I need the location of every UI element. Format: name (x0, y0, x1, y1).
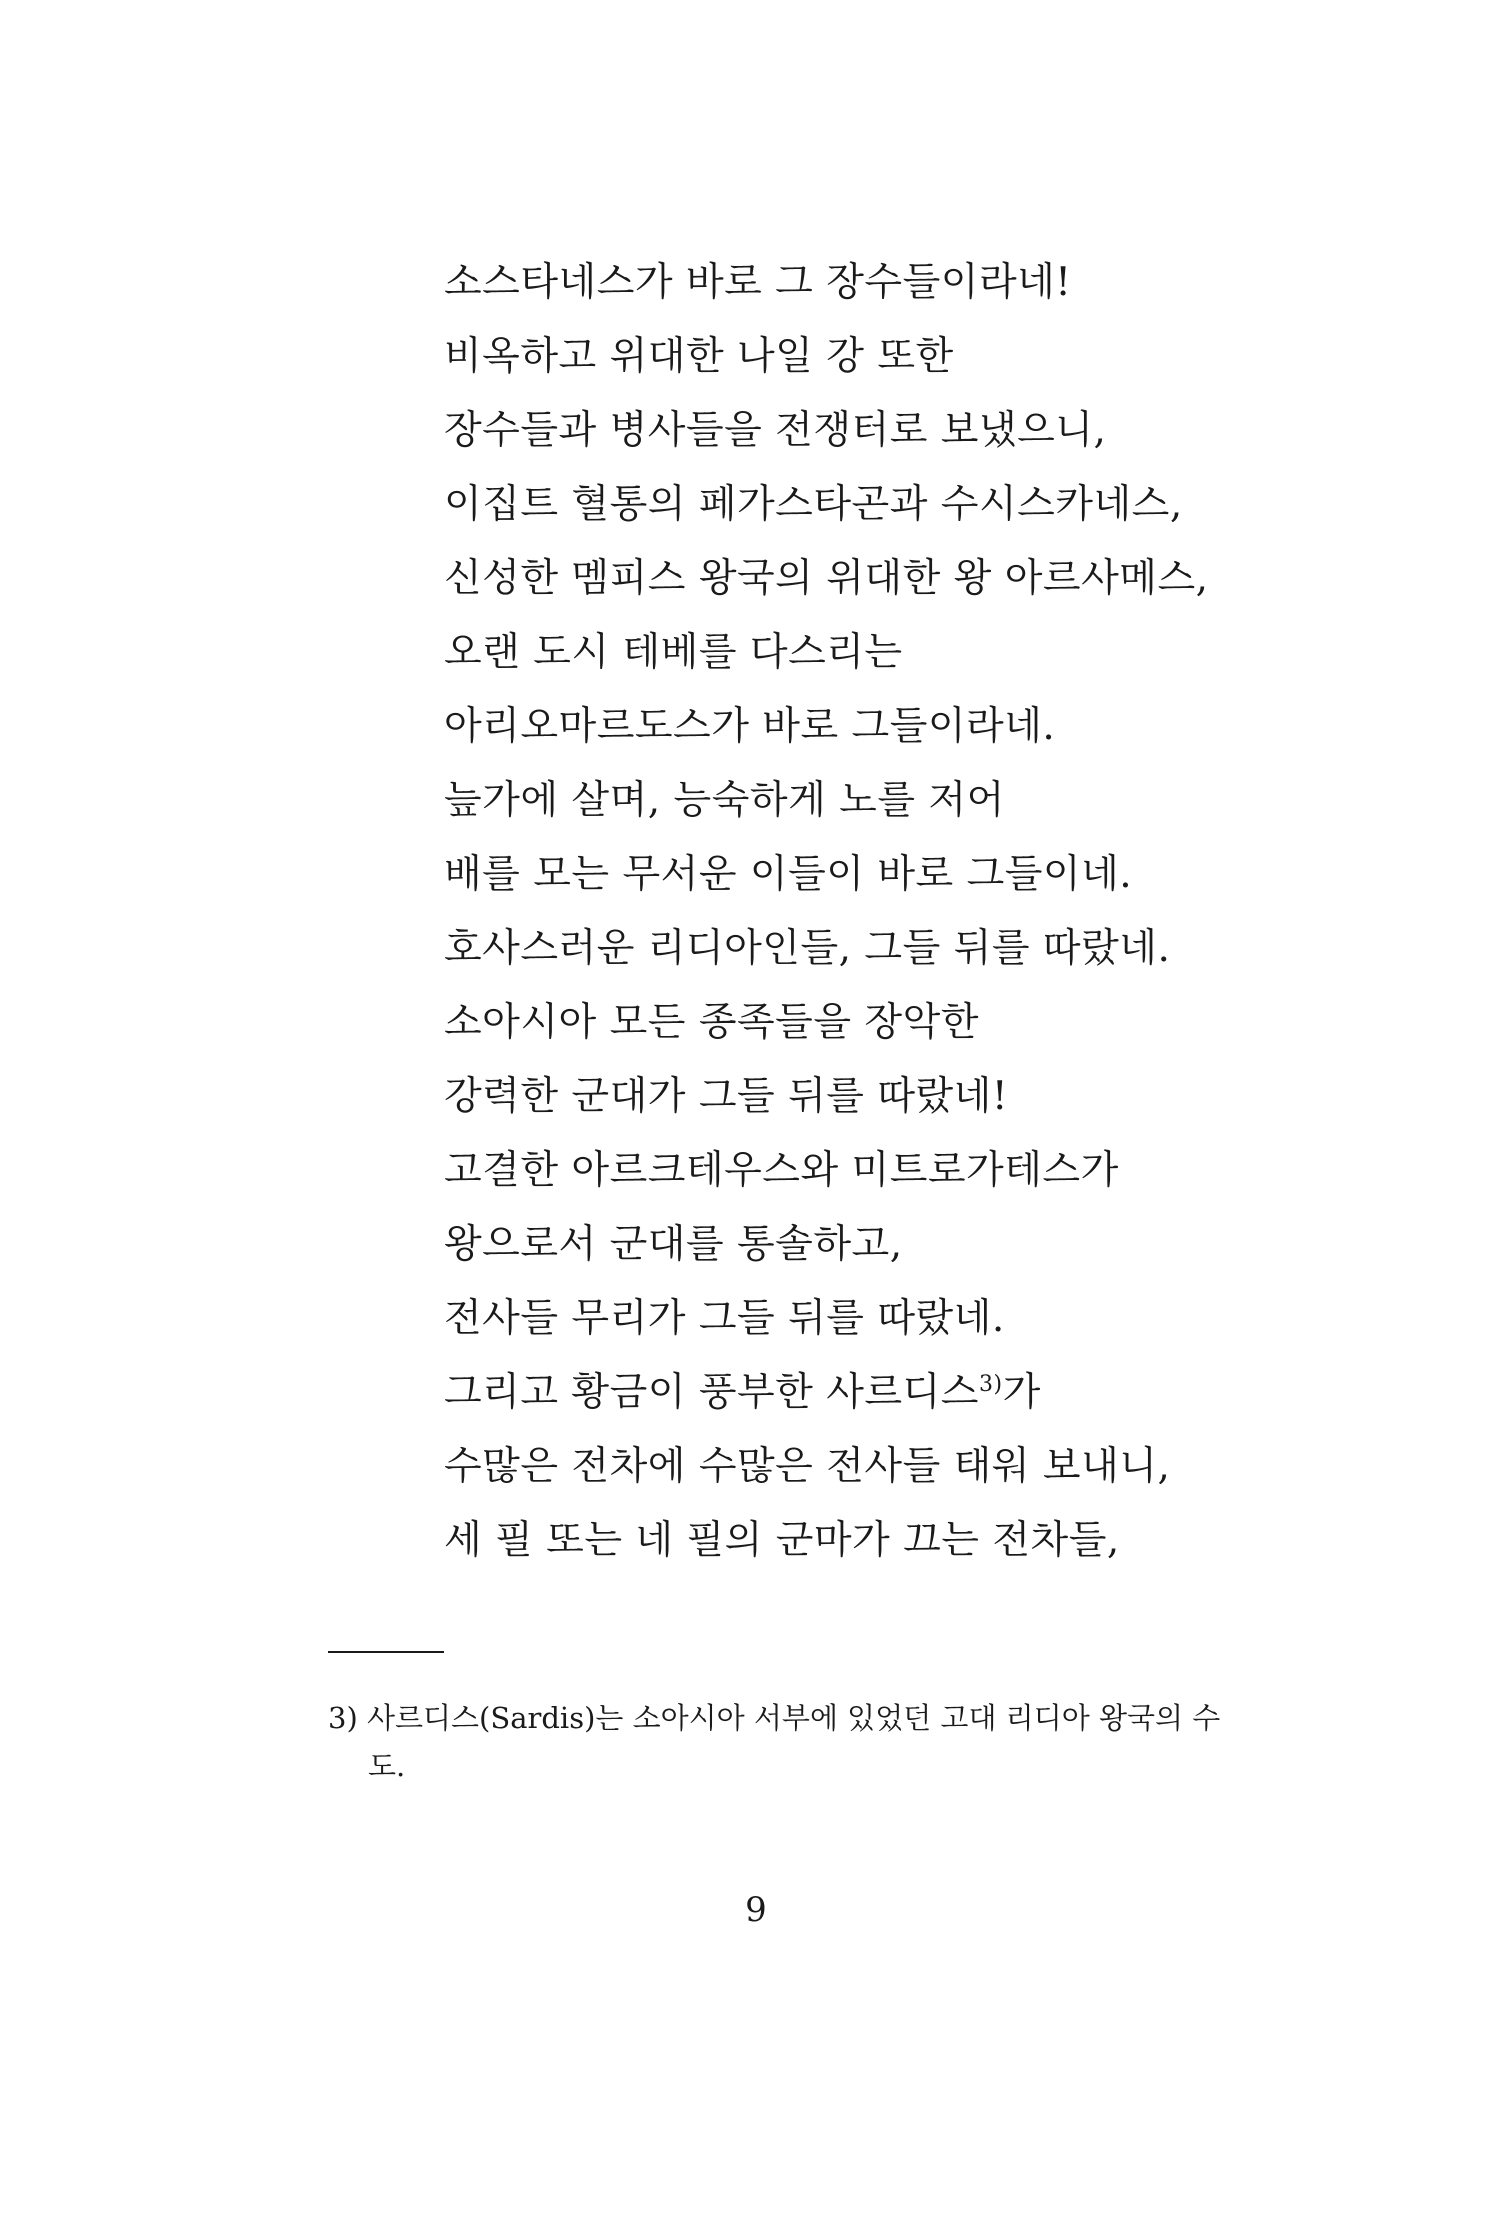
poem-line: 신성한 멤피스 왕국의 위대한 왕 아르사메스, (444, 556, 1209, 601)
poem-line: 오랜 도시 테베를 다스리는 (444, 630, 903, 675)
poem-line: 왕으로서 군대를 통솔하고, (444, 1222, 903, 1267)
poem-line: 호사스러운 리디아인들, 그들 뒤를 따랐네. (444, 926, 1171, 971)
poem-body (444, 246, 1209, 1578)
poem-line: 소아시아 모든 종족들을 장악한 (444, 1000, 979, 1045)
poem-line: 수많은 전차에 수많은 전사들 태워 보내니, (444, 1444, 1171, 1489)
poem-line: 전사들 무리가 그들 뒤를 따랐네. (444, 1296, 1005, 1341)
page-number: 9 (745, 1890, 767, 1930)
poem-line: 장수들과 병사들을 전쟁터로 보냈으니, (444, 408, 1107, 453)
footnote (328, 1694, 1298, 1790)
poem-line: 소스타네스가 바로 그 장수들이라네! (444, 260, 1072, 305)
poem-line: 강력한 군대가 그들 뒤를 따랐네! (444, 1074, 1009, 1119)
poem-line: 비옥하고 위대한 나일 강 또한 (444, 334, 954, 379)
poem-line-tail: 가 (1002, 1370, 1041, 1415)
poem-line: 이집트 혈통의 페가스타곤과 수시스카네스, (444, 482, 1183, 527)
footnote-divider (328, 1651, 444, 1653)
poem-line: 고결한 아르크테우스와 미트로가테스가 (444, 1148, 1119, 1193)
footnote-reference[interactable]: 3) (978, 1372, 1003, 1397)
poem-line: 아리오마르도스가 바로 그들이라네. (444, 704, 1056, 749)
poem-line: 배를 모는 무서운 이들이 바로 그들이네. (444, 852, 1133, 897)
footnote-line: 3) 사르디스(Sardis)는 소아시아 서부에 있었던 고대 리디아 왕국의 수 (328, 1701, 1221, 1735)
poem-line-text: 그리고 황금이 풍부한 사르디스 (444, 1370, 979, 1415)
poem-line: 늪가에 살며, 능숙하게 노를 저어 (444, 778, 1005, 823)
poem-line: 세 필 또는 네 필의 군마가 끄는 전차들, (444, 1518, 1120, 1563)
poem-line-with-footnote (444, 1356, 1209, 1430)
footnote-line: 도. (368, 1749, 406, 1783)
